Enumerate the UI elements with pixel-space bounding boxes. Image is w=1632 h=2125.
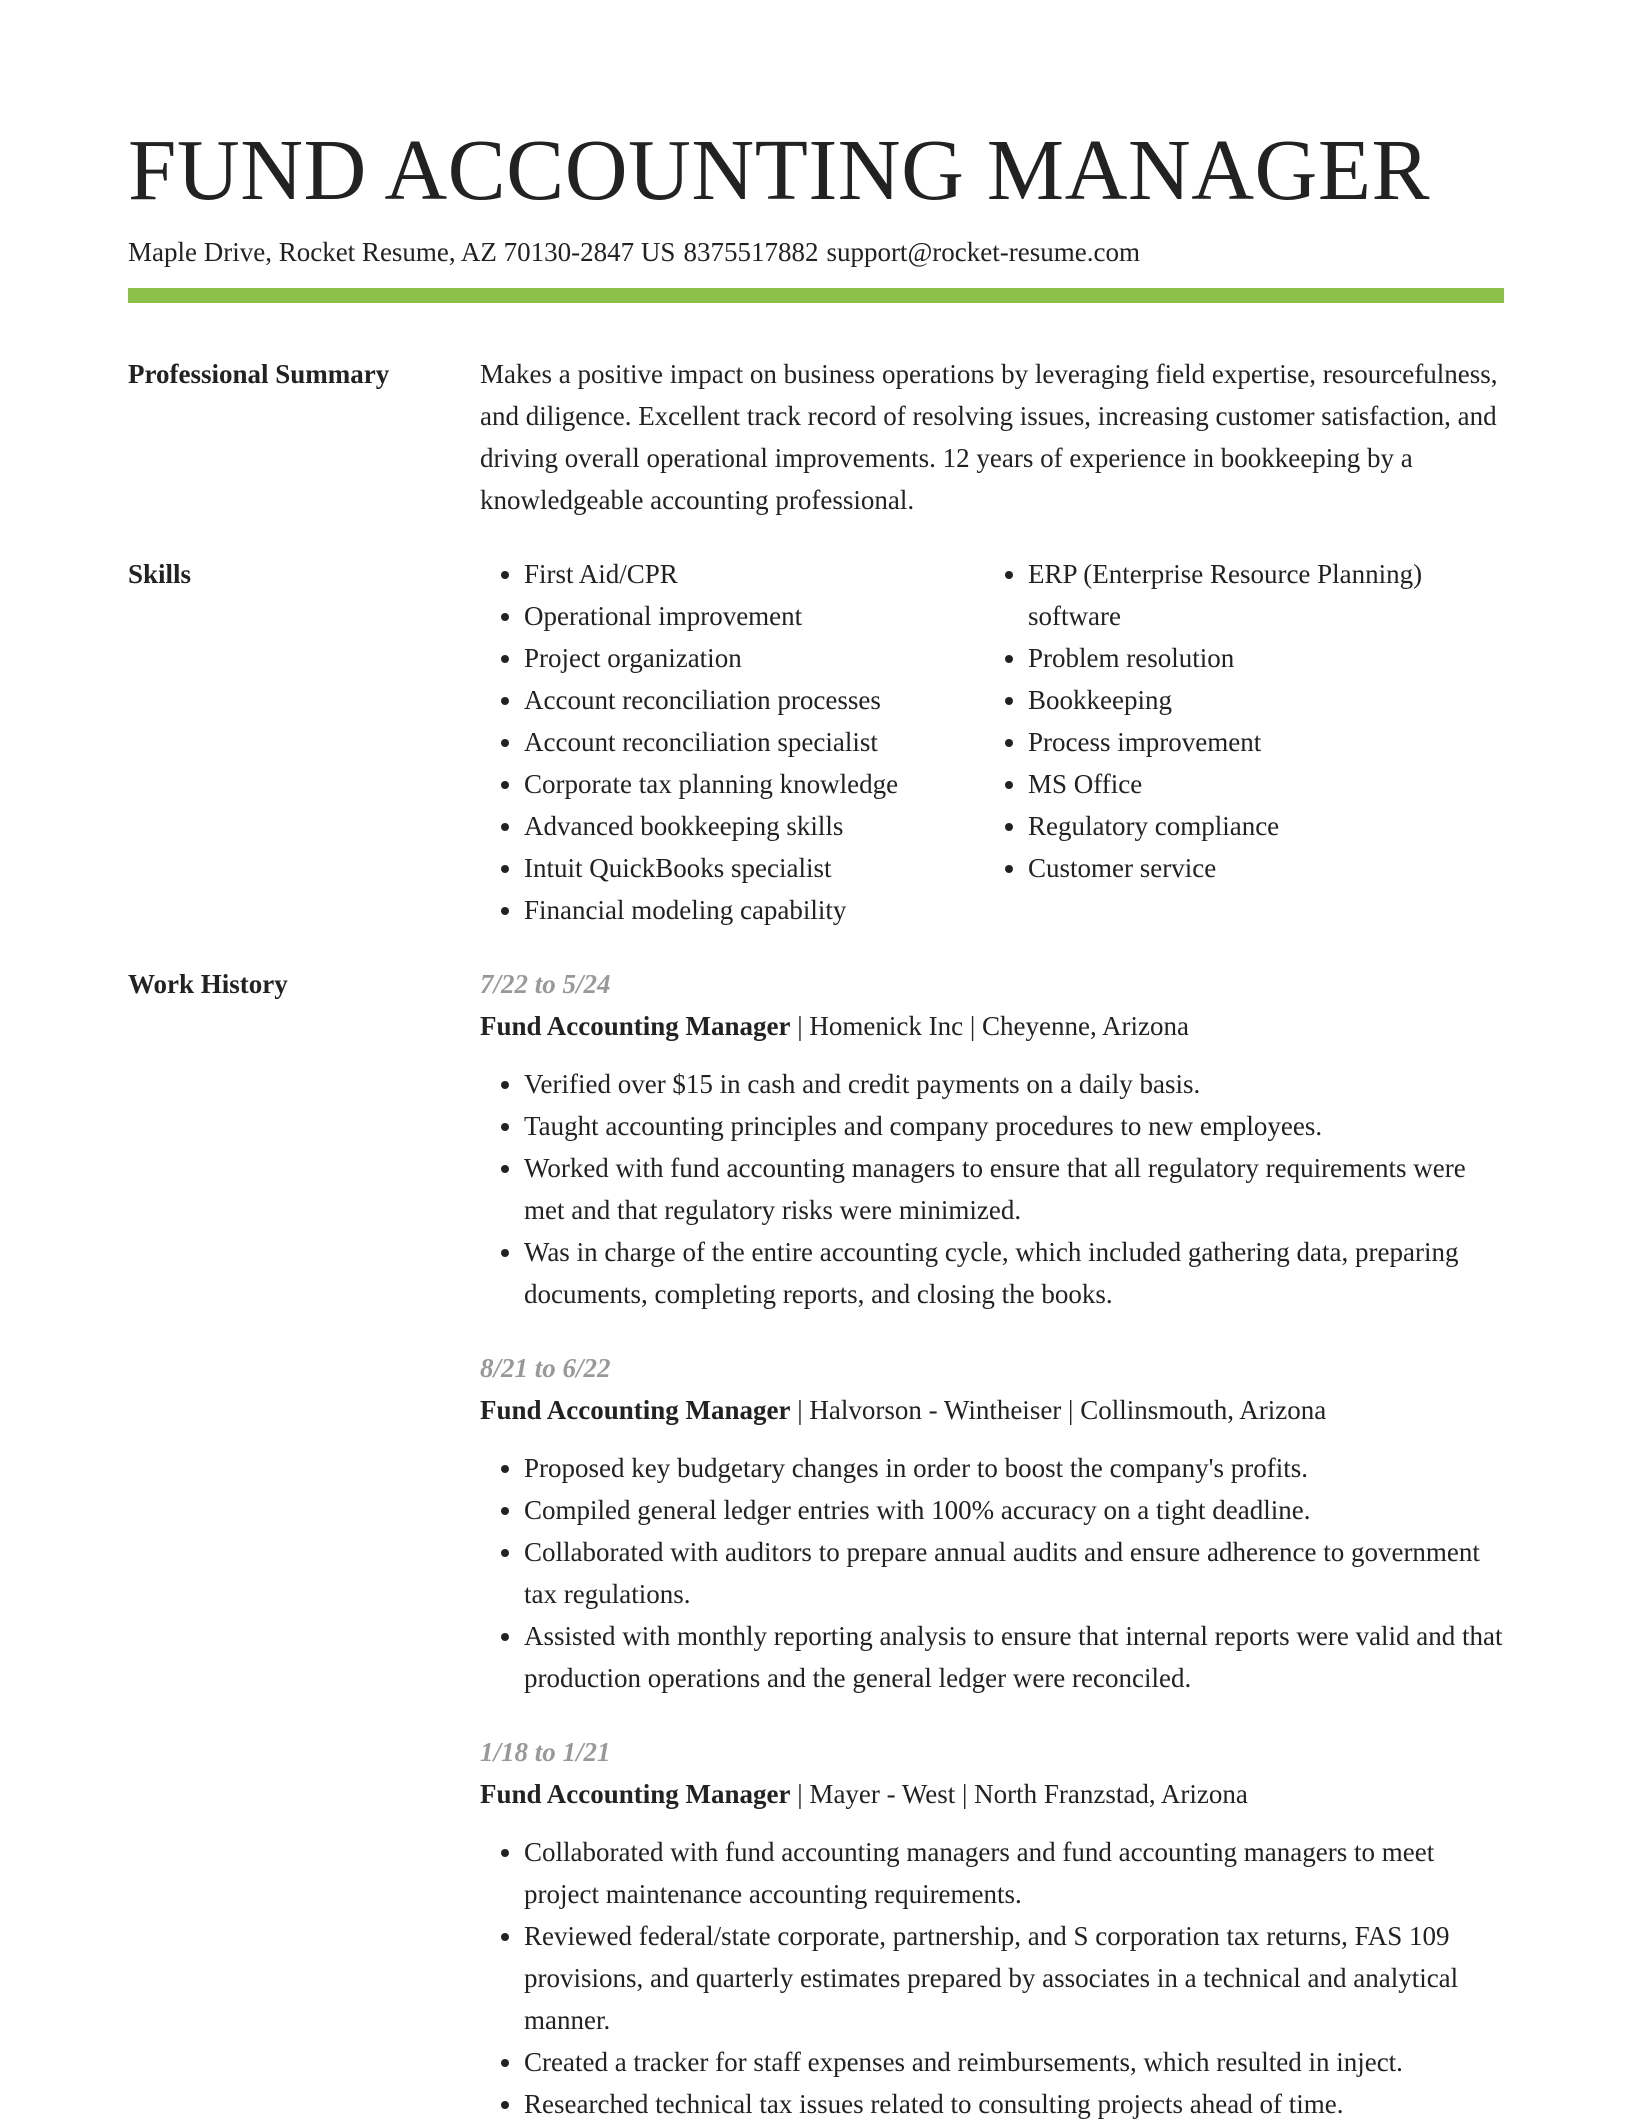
job-heading (480, 1773, 1504, 1815)
job-bullet: • Assisted with monthly reporting analysis to ensure that internal reports were valid and that production operations and the general ledger were reconciled. (524, 1615, 1504, 1699)
skills-list-left (480, 553, 984, 931)
job-bullets (480, 1447, 1504, 1699)
job-bullet: • Taught accounting principles and company procedures to new employees. (524, 1105, 1504, 1147)
contact-phone: 8375517882 (683, 237, 819, 267)
skill-item: • Advanced bookkeeping skills (524, 805, 984, 847)
job-bullet: • Worked with fund accounting managers to ensure that all regulatory requirements were met and that regulatory risks were minimized. (524, 1147, 1504, 1231)
contact-line (128, 234, 1504, 270)
job-entry (480, 1347, 1504, 1699)
summary-section (128, 353, 1504, 521)
job-title: Fund Accounting Manager (480, 1779, 791, 1809)
job-dates: 8/21 to 6/22 (480, 1353, 611, 1383)
job-bullet: • Collaborated with auditors to prepare annual audits and ensure adherence to government tax regulations. (524, 1531, 1504, 1615)
work-history-list (480, 963, 1504, 2125)
job-bullet: • Created a tracker for staff expenses and reimbursements, which resulted in inject. (524, 2041, 1504, 2083)
job-heading (480, 1005, 1504, 1047)
job-bullet: • Verified over $15 in cash and credit payments on a daily basis. (524, 1063, 1504, 1105)
job-entry (480, 1731, 1504, 2125)
job-bullet: • Researched technical tax issues related to consulting projects ahead of time. (524, 2083, 1504, 2125)
skill-item: • MS Office (1028, 763, 1488, 805)
skill-item: • Bookkeeping (1028, 679, 1488, 721)
job-dates: 1/18 to 1/21 (480, 1737, 611, 1767)
job-title: Fund Accounting Manager (480, 1011, 791, 1041)
job-bullet: • Collaborated with fund accounting managers and fund accounting managers to meet project maintenance accounting requirements. (524, 1831, 1504, 1915)
skills-list-right (984, 553, 1488, 889)
skill-item: • Financial modeling capability (524, 889, 984, 931)
skills-section (128, 553, 1504, 931)
skill-item: • Operational improvement (524, 595, 984, 637)
contact-email: support@rocket-resume.com (826, 237, 1140, 267)
job-bullets (480, 1063, 1504, 1315)
work-history-section (128, 963, 1504, 2125)
job-bullet: • Was in charge of the entire accounting cycle, which included gathering data, preparing documents, completing reports, and closing the books. (524, 1231, 1504, 1315)
skill-item: • Intuit QuickBooks specialist (524, 847, 984, 889)
skill-item: • First Aid/CPR (524, 553, 984, 595)
job-company-location: | Halvorson - Wintheiser | Collinsmouth, Arizona (790, 1395, 1327, 1425)
skill-item: • Account reconciliation processes (524, 679, 984, 721)
skills-heading: Skills (128, 559, 192, 589)
job-title: Fund Accounting Manager (480, 1395, 791, 1425)
skills-columns (480, 553, 1504, 931)
summary-heading: Professional Summary (128, 359, 390, 389)
skills-column-left (480, 553, 984, 931)
job-entry (480, 963, 1504, 1315)
job-bullet: • Compiled general ledger entries with 100% accuracy on a tight deadline. (524, 1489, 1504, 1531)
job-company-location: | Mayer - West | North Franzstad, Arizona (790, 1779, 1248, 1809)
summary-text: Makes a positive impact on business operations by leveraging field expertise, resourcefulness, and diligence. Excellent track record of resolving issues, increasing customer satisfaction, and driving overall operational improvements. 12 years of experience in bookkeeping by a knowledgeable accounting professional. (480, 359, 1498, 515)
skill-item: • Account reconciliation specialist (524, 721, 984, 763)
skill-item: • Customer service (1028, 847, 1488, 889)
job-bullet: • Proposed key budgetary changes in order to boost the company's profits. (524, 1447, 1504, 1489)
job-company-location: | Homenick Inc | Cheyenne, Arizona (790, 1011, 1189, 1041)
skills-column-right (984, 553, 1488, 931)
job-heading (480, 1389, 1504, 1431)
contact-address: Maple Drive, Rocket Resume, AZ 70130-2847 US (128, 237, 676, 267)
work-history-heading: Work History (128, 969, 288, 999)
job-bullets (480, 1831, 1504, 2125)
job-bullet: • Reviewed federal/state corporate, partnership, and S corporation tax returns, FAS 109 provisions, and quarterly estimates prepared by associates in a technical and analytical manner. (524, 1915, 1504, 2041)
job-dates: 7/22 to 5/24 (480, 969, 611, 999)
skill-item: • Regulatory compliance (1028, 805, 1488, 847)
resume-page (128, 0, 1504, 2125)
header-divider (128, 288, 1504, 303)
resume-name: FUND ACCOUNTING MANAGER (128, 121, 1431, 218)
skill-item: • Project organization (524, 637, 984, 679)
skill-item: • ERP (Enterprise Resource Planning) software (1028, 553, 1488, 637)
skill-item: • Problem resolution (1028, 637, 1488, 679)
skill-item: • Process improvement (1028, 721, 1488, 763)
skill-item: • Corporate tax planning knowledge (524, 763, 984, 805)
